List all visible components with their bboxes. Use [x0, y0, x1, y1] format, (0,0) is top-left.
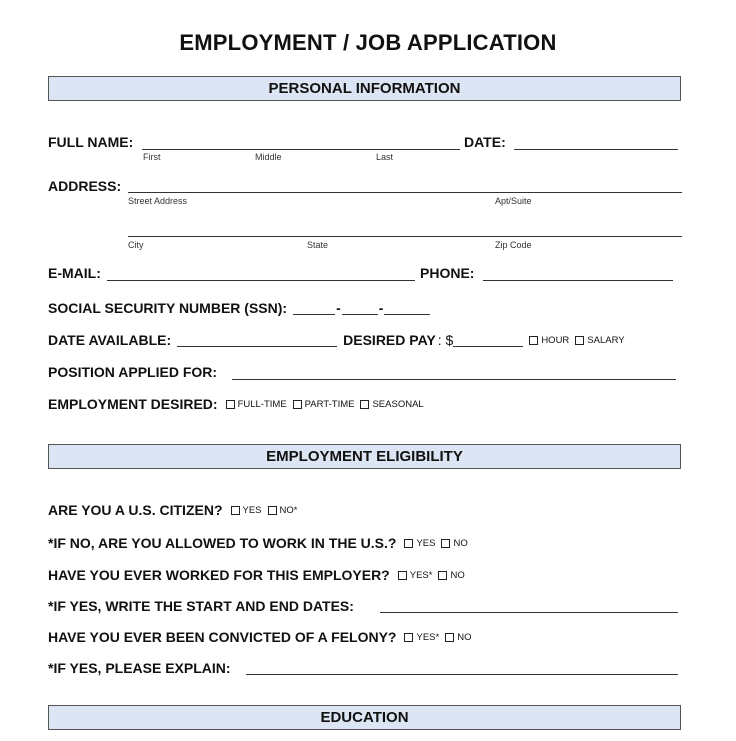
felony-no-label: NO — [457, 631, 472, 643]
felony-yes-checkbox[interactable] — [404, 633, 413, 642]
worked-yes-label: YES* — [409, 569, 433, 581]
seasonal-checkbox[interactable] — [360, 400, 369, 409]
allowed-to-work-question: *IF NO, ARE YOU ALLOWED TO WORK IN THE U.S.? — [48, 535, 397, 551]
position-applied-field[interactable] — [232, 379, 676, 380]
part-time-option-label: PART-TIME — [304, 398, 355, 410]
page-title: EMPLOYMENT / JOB APPLICATION — [179, 30, 557, 55]
felony-explain-question: *IF YES, PLEASE EXPLAIN: — [48, 660, 231, 676]
desired-pay-label: DESIRED PAY — [343, 332, 436, 348]
first-name-caption: First — [143, 152, 161, 162]
seasonal-option-label: SEASONAL — [372, 398, 424, 410]
street-address-field[interactable] — [128, 192, 682, 193]
ssn-dash: - — [378, 300, 384, 316]
apt-suite-caption: Apt/Suite — [495, 196, 532, 206]
full-time-option-label: FULL-TIME — [237, 398, 287, 410]
allowed-no-label: NO — [453, 537, 468, 549]
felony-explain-field[interactable] — [246, 674, 678, 675]
street-address-caption: Street Address — [128, 196, 188, 206]
ssn-label: SOCIAL SECURITY NUMBER (SSN): — [48, 300, 288, 316]
city-caption: City — [128, 240, 144, 250]
ssn-row — [48, 300, 430, 316]
date-available-label: DATE AVAILABLE: — [48, 332, 172, 348]
section-header-employment-eligibility: EMPLOYMENT ELIGIBILITY — [48, 444, 681, 469]
employment-desired-row — [48, 396, 424, 412]
full-name-label: FULL NAME: — [48, 134, 134, 150]
employment-desired-label: EMPLOYMENT DESIRED: — [48, 396, 218, 412]
zip-code-caption: Zip Code — [495, 240, 532, 250]
citizen-yes-label: YES — [242, 504, 262, 516]
felony-question: HAVE YOU EVER BEEN CONVICTED OF A FELONY? — [48, 629, 397, 645]
position-applied-label: POSITION APPLIED FOR: — [48, 364, 218, 380]
ssn-part-1-field[interactable] — [293, 302, 335, 315]
availability-pay-row — [48, 332, 625, 348]
worked-for-employer-row — [48, 567, 465, 583]
section-header-education: EDUCATION — [48, 705, 681, 730]
citizen-no-label: NO* — [279, 504, 298, 516]
part-time-checkbox[interactable] — [293, 400, 302, 409]
allowed-yes-checkbox[interactable] — [404, 539, 413, 548]
ssn-part-3-field[interactable] — [384, 302, 430, 315]
felony-no-checkbox[interactable] — [445, 633, 454, 642]
full-name-field[interactable] — [142, 149, 460, 150]
phone-field[interactable] — [483, 280, 673, 281]
worked-no-checkbox[interactable] — [438, 571, 447, 580]
desired-pay-field[interactable] — [453, 334, 523, 347]
allowed-yes-label: YES — [416, 537, 436, 549]
address-label: ADDRESS: — [48, 178, 122, 194]
phone-label: PHONE: — [420, 265, 475, 281]
last-name-caption: Last — [376, 152, 394, 162]
salary-option-label: SALARY — [587, 334, 625, 346]
worked-yes-checkbox[interactable] — [398, 571, 407, 580]
state-caption: State — [307, 240, 329, 250]
allowed-to-work-row — [48, 535, 468, 551]
ssn-part-2-field[interactable] — [342, 302, 378, 315]
worked-no-label: NO — [450, 569, 465, 581]
hour-checkbox[interactable] — [529, 336, 538, 345]
middle-name-caption: Middle — [255, 152, 282, 162]
hour-option-label: HOUR — [541, 334, 570, 346]
date-available-field[interactable] — [177, 334, 337, 347]
citizen-no-checkbox[interactable] — [268, 506, 277, 515]
start-end-dates-question: *IF YES, WRITE THE START AND END DATES: — [48, 598, 354, 614]
desired-pay-dollar: : $ — [437, 332, 454, 348]
allowed-no-checkbox[interactable] — [441, 539, 450, 548]
city-state-zip-field[interactable] — [128, 236, 682, 237]
worked-for-employer-question: HAVE YOU EVER WORKED FOR THIS EMPLOYER? — [48, 567, 390, 583]
full-time-checkbox[interactable] — [226, 400, 235, 409]
us-citizen-question: ARE YOU A U.S. CITIZEN? — [48, 502, 223, 518]
ssn-dash: - — [336, 300, 341, 316]
citizen-yes-checkbox[interactable] — [231, 506, 240, 515]
email-label: E-MAIL: — [48, 265, 101, 281]
felony-yes-label: YES* — [416, 631, 440, 643]
date-label: DATE: — [464, 134, 506, 150]
us-citizen-row — [48, 502, 297, 518]
felony-row — [48, 629, 471, 645]
start-end-dates-field[interactable] — [380, 612, 678, 613]
salary-checkbox[interactable] — [575, 336, 584, 345]
email-field[interactable] — [107, 280, 415, 281]
section-header-personal-information: PERSONAL INFORMATION — [48, 76, 681, 101]
date-field[interactable] — [514, 149, 678, 150]
